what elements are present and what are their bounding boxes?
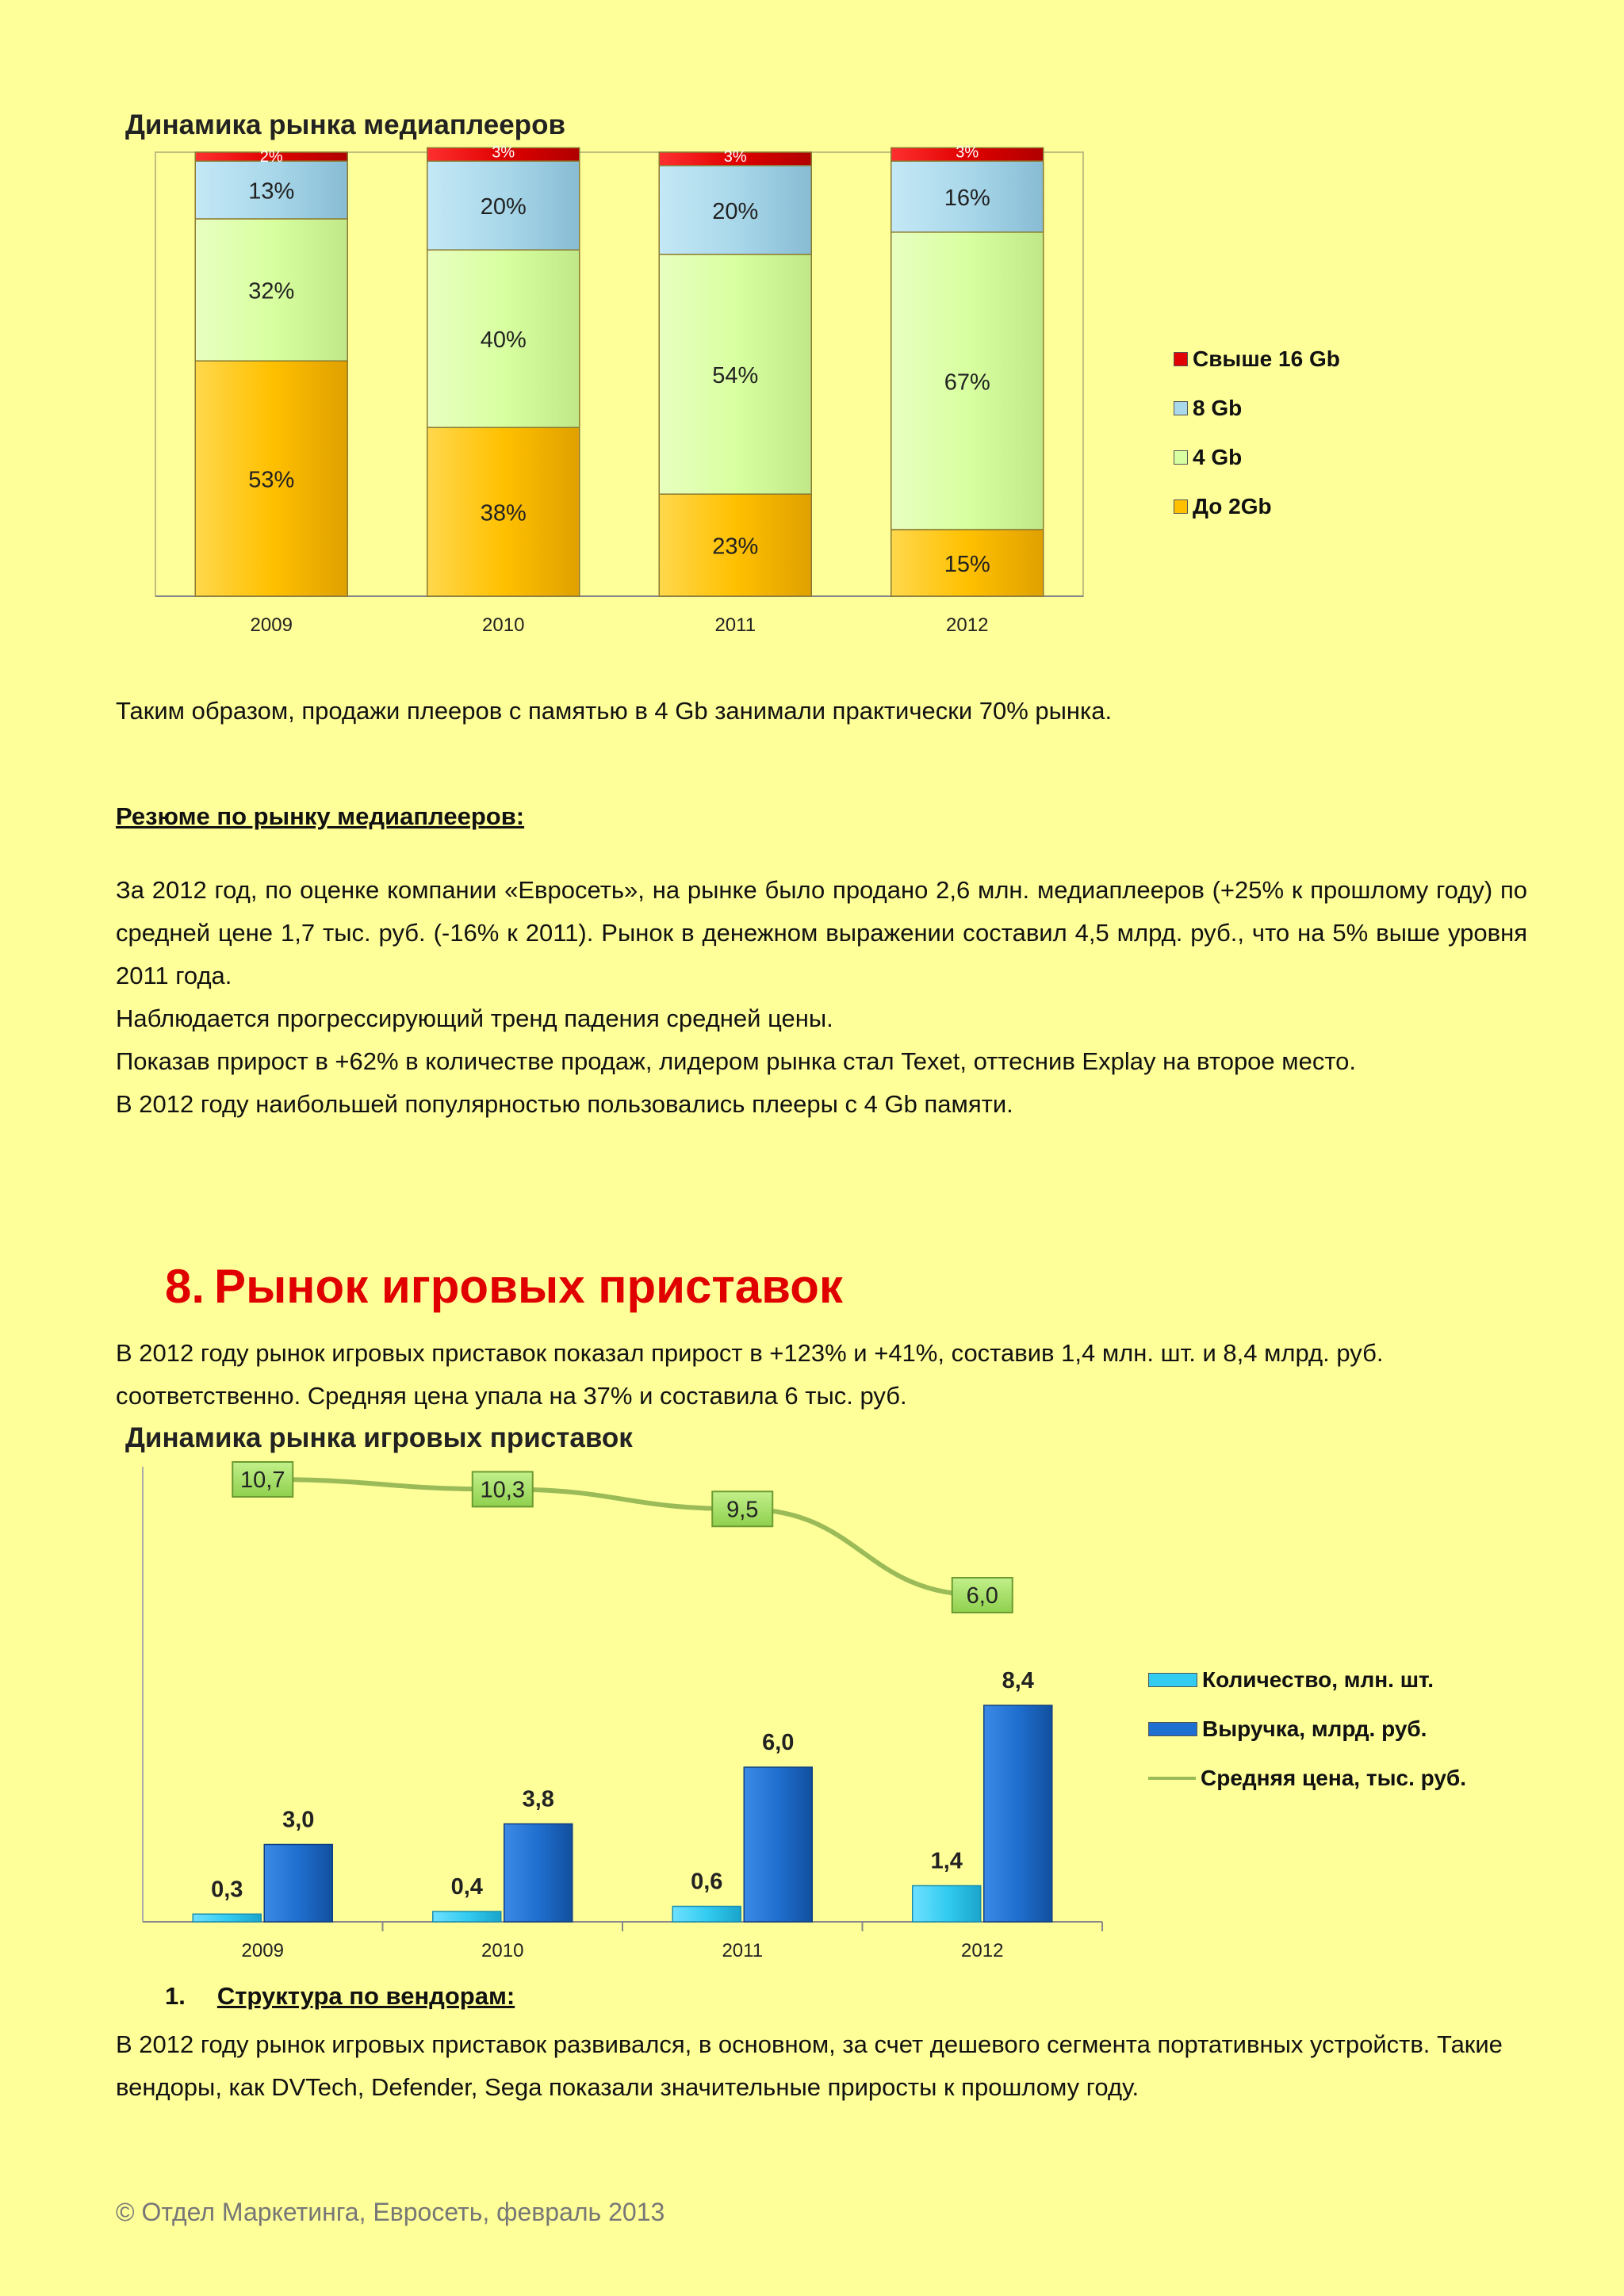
bar-revenue xyxy=(504,1824,573,1923)
section-intro: В 2012 году рынок игровых приставок показал прирост в +123% и +41%, составив 1,4 млн. шт. и 8,4 млрд. руб. соответственно. Средняя цена упала на 37% и составила 6 тыс. руб. xyxy=(116,1339,1384,1410)
bar-quantity xyxy=(672,1907,741,1923)
x-tick-label: 2011 xyxy=(722,1940,764,1961)
vendors-text: В 2012 году рынок игровых приставок развивался, в основном, за счет дешевого сегмента портативных устройств. Такие вендоры, как DVTech, Defender, Sega показали значительные приросты к прошлому году. xyxy=(116,2030,1503,2101)
legend-item-quantity xyxy=(1148,1655,1466,1705)
section-title: Рынок игровых приставок xyxy=(214,1260,843,1313)
data-label-quantity: 0,4 xyxy=(450,1874,483,1900)
x-tick-label: 2011 xyxy=(714,614,756,636)
data-label-quantity: 0,6 xyxy=(691,1869,723,1895)
x-tick-label: 2009 xyxy=(250,614,293,636)
bar-quantity xyxy=(913,1886,981,1923)
resume-paragraph: За 2012 год, по оценке компании «Евросеть», на рынке было продано 2,6 млн. медиаплееров (+25% к прошлому году) по средней цене 1,7 тыс. руб. (-16% к 2011). Рынок в денежном выражении составил 4,5 млрд. руб., что на 5% выше уровня 2011 года. xyxy=(116,876,1527,989)
data-label-quantity: 0,3 xyxy=(211,1877,243,1903)
data-label-revenue: 3,0 xyxy=(282,1807,315,1833)
data-label-revenue: 3,8 xyxy=(522,1786,554,1812)
legend-label: Средняя цена, тыс. руб. xyxy=(1201,1766,1467,1790)
data-label: 32% xyxy=(248,278,295,304)
legend-label: Выручка, млрд. руб. xyxy=(1202,1716,1427,1741)
legend-label: Количество, млн. шт. xyxy=(1202,1667,1434,1692)
legend-swatch xyxy=(1148,1673,1197,1687)
bar-quantity xyxy=(193,1914,261,1922)
chart2-title: Динамика рынка игровых приставок xyxy=(125,1422,633,1453)
legend-swatch xyxy=(1148,1777,1196,1780)
data-label-price: 6,0 xyxy=(966,1583,998,1609)
data-label-quantity: 1,4 xyxy=(930,1848,963,1874)
legend-item-revenue xyxy=(1148,1705,1466,1754)
vendors-heading: Структура по вендорам: xyxy=(216,1982,515,2010)
data-label: 13% xyxy=(248,178,295,205)
legend-label: Свыше 16 Gb xyxy=(1193,346,1340,371)
x-tick-label: 2009 xyxy=(241,1940,284,1961)
data-label: 67% xyxy=(944,369,990,396)
legend-swatch xyxy=(1148,1722,1197,1736)
legend-label: 4 Gb xyxy=(1193,445,1243,469)
data-label-revenue: 6,0 xyxy=(762,1730,795,1755)
data-label: 53% xyxy=(248,467,295,493)
chart2-legend xyxy=(1148,1655,1466,1803)
legend-item-avg-price xyxy=(1148,1754,1466,1803)
data-label: 54% xyxy=(712,363,759,388)
bar-revenue xyxy=(984,1705,1052,1922)
data-label-revenue: 8,4 xyxy=(1002,1668,1034,1693)
summary-sentence: Таким образом, продажи плееров с памятью в 4 Gb занимали практически 70% рынка. xyxy=(116,697,1113,725)
x-tick-label: 2010 xyxy=(482,614,525,636)
list-number: 1. xyxy=(165,1982,186,2010)
data-label: 20% xyxy=(712,198,759,224)
data-label: 40% xyxy=(480,327,527,354)
data-label: 3% xyxy=(492,144,515,162)
vendors-heading-row xyxy=(165,1982,515,2011)
data-label-price: 10,3 xyxy=(480,1477,525,1503)
data-label: 3% xyxy=(723,148,747,166)
data-label: 15% xyxy=(944,552,990,577)
legend-label: 8 Gb xyxy=(1193,396,1243,420)
chart1-title: Динамика рынка медиаплееров xyxy=(125,109,565,140)
data-label: 3% xyxy=(956,144,979,162)
data-label-price: 9,5 xyxy=(726,1497,759,1523)
data-label: 16% xyxy=(944,186,990,211)
x-tick-label: 2012 xyxy=(961,1940,1004,1961)
resume-paragraph: В 2012 году наибольшей популярностью пользовались плееры с 4 Gb памяти. xyxy=(116,1090,1013,1118)
x-tick-label: 2012 xyxy=(946,614,989,636)
resume-paragraph: Показав прирост в +62% в количестве продаж, лидером рынка стал Texet, оттеснив Explay на второе место. xyxy=(116,1047,1357,1075)
data-label: 38% xyxy=(480,500,527,526)
bar-revenue xyxy=(264,1845,332,1923)
section-number: 8. xyxy=(165,1260,205,1313)
data-label: 2% xyxy=(259,148,283,166)
data-label-price: 10,7 xyxy=(240,1468,285,1493)
line-avg-price xyxy=(262,1479,982,1595)
x-tick-label: 2010 xyxy=(481,1940,524,1961)
footer-copyright: © Отдел Маркетинга, Евросеть, февраль 2013 xyxy=(116,2198,665,2226)
bar-revenue xyxy=(744,1767,812,1922)
data-label: 23% xyxy=(712,534,759,560)
bar-quantity xyxy=(433,1911,501,1922)
data-label: 20% xyxy=(480,194,527,220)
resume-paragraph: Наблюдается прогрессирующий тренд падения средней цены. xyxy=(116,1004,833,1032)
resume-heading: Резюме по рынку медиаплееров: xyxy=(116,802,525,830)
legend-label: До 2Gb xyxy=(1193,494,1272,519)
